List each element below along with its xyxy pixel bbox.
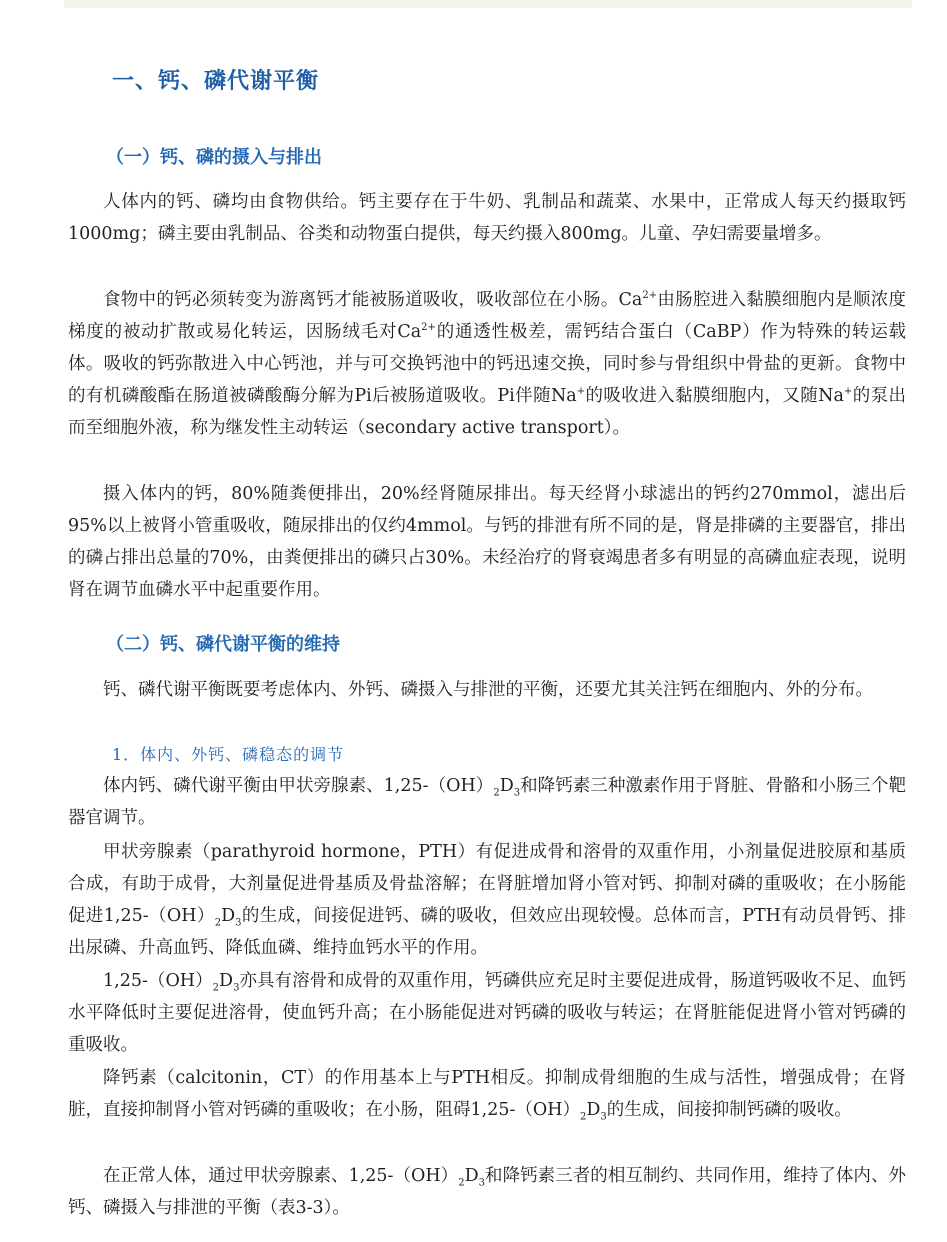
section-title: 一、钙、磷代谢平衡 (112, 69, 320, 94)
paragraph-vitamin-d: $1,25-(OH)_2D_3$亦具有溶骨和成骨的双重作用，钙磷供应充足时主要促进成骨，肠道钙吸收不足、血钙水平降低时主要促进溶骨，使血钙升高；在小肠能促进对钙磷的吸收与转运；在肾脏能促进肾小管对钙磷的重吸收。 (68, 971, 906, 1055)
paragraph-summary: 在正常人体，通过甲状旁腺素、$1,25-(OH)_2D_3$和降钙素三者的相互制约、共同作用，维持了体内、外钙、磷摄入与排泄的平衡（表3-3）。 (68, 1166, 906, 1218)
paragraph-intake: 人体内的钙、磷均由食物供给。钙主要存在于牛奶、乳制品和蔬菜、水果中，正常成人每天约摄取钙1000mg；磷主要由乳制品、谷类和动物蛋白提供，每天约摄入800mg。儿童、孕妇需要量增多。 (68, 192, 906, 244)
paragraph-balance-intro: 钙、磷代谢平衡既要考虑体内、外钙、磷摄入与排泄的平衡，还要尤其关注钙在细胞内、外的分布。 (103, 680, 873, 700)
paragraph-pth: 甲状旁腺素（parathyroid hormone，PTH）有促进成骨和溶骨的双重作用，小剂量促进胶原和基质合成，有助于成骨，大剂量促进骨基质及骨盐溶解；在肾脏增加肾小管对钙、抑制对磷的重吸收；在小肠能促进$1,25-(OH)_2D_3$的生成，间接促进钙、磷的吸收，但效应出现较慢。总体而言，PTH有动员骨钙、排出尿磷、升高血钙、降低血磷、维持血钙水平的作用。 (68, 842, 906, 958)
subheading-regulation: 1．体内、外钙、磷稳态的调节 (112, 745, 345, 764)
paragraph-calcitonin: 降钙素（calcitonin，CT）的作用基本上与PTH相反。抑制成骨细胞的生成与活性，增强成骨；在肾脏，直接抑制肾小管对钙磷的重吸收；在小肠，阻碍$1,25-(OH)_2D_3$的生成，间接抑制钙磷的吸收。 (68, 1068, 906, 1123)
paragraph-excretion: 摄入体内的钙，80%随粪便排出，20%经肾随尿排出。每天经肾小球滤出的钙约270mmol，滤出后95%以上被肾小管重吸收，随尿排出的仅约4mmol。与钙的排泄有所不同的是，肾是排磷的主要器官，排出的磷占排出总量的70%，由粪便排出的磷只占30%。未经治疗的肾衰竭患者多有明显的高磷血症表现，说明肾在调节血磷水平中起重要作用。 (68, 484, 906, 600)
subsection-title-intake-excretion: （一）钙、磷的摄入与排出 (106, 147, 322, 168)
subsection-title-balance: （二）钙、磷代谢平衡的维持 (106, 634, 340, 655)
paragraph-hormones: 体内钙、磷代谢平衡由甲状旁腺素、$1,25-(OH)_2D_3$和降钙素三种激素作用于肾脏、骨骼和小肠三个靶器官调节。 (68, 776, 906, 828)
paragraph-absorption: 食物中的钙必须转变为游离钙才能被肠道吸收，吸收部位在小肠。$Ca^{2+}$由肠腔进入黏膜细胞内是顺浓度梯度的被动扩散或易化转运，因肠绒毛对$Ca^{2+}$的通透性极差，需钙结合蛋白（CaBP）作为特殊的转运载体。吸收的钙弥散进入中心钙池，并与可交换钙池中的钙迅速交换，同时参与骨组织中骨盐的更新。食物中的有机磷酸酯在肠道被磷酸酶分解为Pi后被肠道吸收。Pi伴随Na+的吸收进入黏膜细胞内，又随Na+的泵出而至细胞外液，称为继发性主动转运（secondary active transport）。 (68, 290, 907, 438)
page-top-band (64, 0, 912, 8)
